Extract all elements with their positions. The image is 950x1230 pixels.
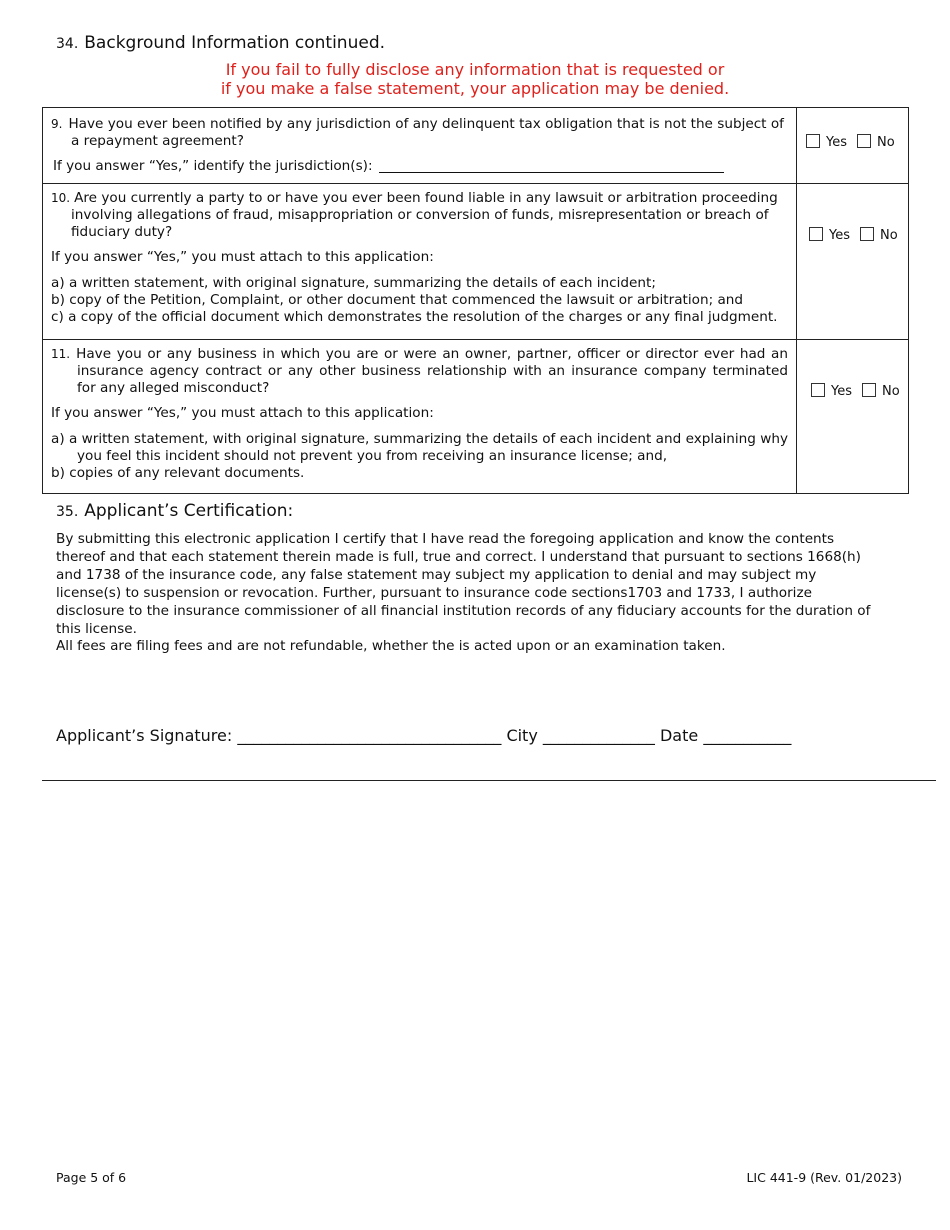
- list-item: b) copy of the Petition, Complaint, or other document that commenced the lawsuit or arbitration; and: [51, 292, 744, 308]
- section-34-title: [56, 33, 385, 53]
- question-cell: [43, 108, 797, 184]
- warning-line-2: if you make a false statement, your application may be denied.: [220, 79, 730, 98]
- yes-label: Yes: [826, 135, 847, 150]
- date-label: Date: [659, 726, 699, 745]
- form-id: LIC 441-9 (Rev. 01/2023): [746, 1170, 902, 1185]
- yes-label: Yes: [829, 228, 850, 243]
- question-11-text: [51, 346, 788, 397]
- list-item: a) a written statement, with original signature, summarizing the details of each incident;: [51, 275, 656, 291]
- list-item: c) a copy of the official document which demonstrates the resolution of the charges or any final judgment.: [51, 309, 778, 325]
- yes-no-group: [811, 383, 900, 400]
- fees-notice: All fees are filing fees and are not refundable, whether the is acted upon or an examination taken.: [56, 638, 726, 654]
- no-checkbox[interactable]: [857, 134, 871, 148]
- section-number: 34.: [56, 36, 79, 52]
- questions-table: [42, 107, 909, 494]
- question-text: Are you currently a party to or have you ever been found liable in any lawsuit or arbitration proceeding involving allegations of fraud, misappropriation or conversion of funds, misrepresentation or breach of fiduciary duty?: [71, 190, 778, 240]
- signature-field[interactable]: _________________________________: [237, 726, 502, 745]
- yes-checkbox[interactable]: [809, 227, 823, 241]
- section-title-text: Background Information continued.: [84, 33, 386, 53]
- followup-text: If you answer “Yes,” you must attach to this application:: [51, 249, 434, 265]
- section-number: 35.: [56, 504, 79, 520]
- page-number: Page 5 of 6: [56, 1170, 127, 1185]
- signature-label: Applicant’s Signature:: [56, 726, 233, 745]
- question-number: 10.: [51, 191, 71, 205]
- question-text: Have you ever been notified by any jurisdiction of any delinquent tax obligation that is not the subject of a repayment agreement?: [68, 116, 784, 149]
- yes-no-group: [809, 227, 898, 244]
- question-9-text: [51, 116, 788, 150]
- list-item: b) copies of any relevant documents.: [51, 465, 305, 481]
- question-cell: [43, 184, 797, 340]
- yes-checkbox[interactable]: [806, 134, 820, 148]
- no-label: No: [882, 384, 900, 399]
- no-label: No: [880, 228, 898, 243]
- attachment-list: [51, 275, 788, 326]
- city-label: City: [506, 726, 538, 745]
- certification-paragraph: By submitting this electronic application I certify that I have read the foregoing application and know the contents thereof and that each statement therein made is full, true and correct. I understand that pursuant to sections 1668(h) and 1738 of the insurance code, any false statement may subject my application to denial and may subject my license(s) to suspension or revocation. Further, pursuant to insurance code sections1703 and 1733, I authorize disclosure to the insurance commissioner of all financial institution records of any fiduciary accounts for the duration of this license.: [56, 531, 871, 637]
- followup-text: If you answer “Yes,” identify the jurisdiction(s):: [53, 158, 373, 174]
- answer-cell: [797, 340, 909, 494]
- no-checkbox[interactable]: [862, 383, 876, 397]
- no-checkbox[interactable]: [860, 227, 874, 241]
- jurisdiction-field[interactable]: [379, 159, 724, 173]
- list-item: a) a written statement, with original signature, summarizing the details of each incident and explaining why you feel this incident should not prevent you from receiving an insurance license; and,: [51, 431, 788, 464]
- answer-cell: [797, 184, 909, 340]
- answer-cell: [797, 108, 909, 184]
- yes-checkbox[interactable]: [811, 383, 825, 397]
- section-title-text: Applicant’s Certification:: [84, 501, 294, 521]
- disclosure-warning: [0, 60, 950, 98]
- warning-line-1: If you fail to fully disclose any information that is requested or: [225, 60, 725, 79]
- question-row-11: [43, 340, 909, 494]
- question-10-text: [51, 190, 788, 241]
- question-number: 11.: [51, 347, 71, 361]
- question-row-9: [43, 108, 909, 184]
- question-number: 9.: [51, 117, 63, 131]
- question-text: Have you or any business in which you are or were an owner, partner, officer or director ever had an insurance agency contract or any other business relationship with an insurance company terminated for any alleged misconduct?: [76, 346, 788, 396]
- city-field[interactable]: ______________: [542, 726, 655, 745]
- section-35-title: [56, 501, 293, 521]
- jurisdiction-line: [53, 158, 788, 175]
- signature-line: [56, 726, 791, 745]
- question-row-10: [43, 184, 909, 340]
- date-field[interactable]: ___________: [703, 726, 792, 745]
- yes-label: Yes: [831, 384, 852, 399]
- followup-text: If you answer “Yes,” you must attach to this application:: [51, 405, 434, 421]
- question-cell: [43, 340, 797, 494]
- no-label: No: [877, 135, 895, 150]
- attachment-list: [51, 431, 788, 482]
- yes-no-group: [806, 134, 895, 151]
- page-divider: [42, 780, 936, 781]
